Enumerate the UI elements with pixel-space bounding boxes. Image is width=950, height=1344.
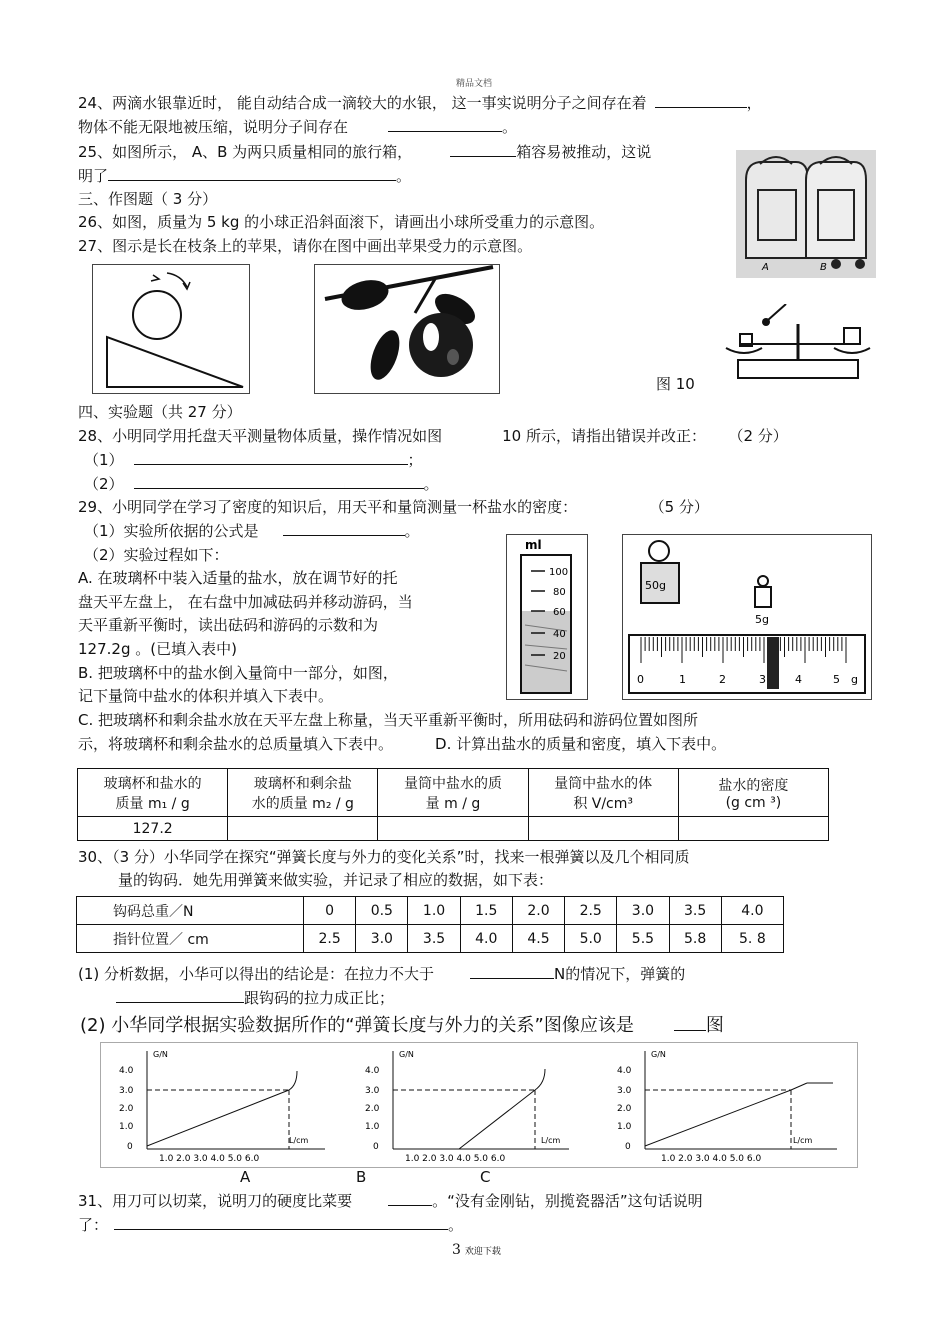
spring-force: 3.5 (669, 897, 721, 925)
q29-a4: 127.2g 。(已填入表中) (78, 640, 237, 658)
cylinder-tick-80: 80 (553, 587, 566, 598)
cylinder-tick-100: 100 (549, 567, 569, 578)
suitcase-figure (736, 150, 876, 278)
svg-text:0: 0 (127, 1142, 133, 1152)
svg-text:2.0: 2.0 (119, 1104, 134, 1114)
spring-row2-label: 指针位置／ cm (77, 925, 304, 953)
svg-text:3.0: 3.0 (617, 1086, 632, 1096)
suitcase-label-b: B (820, 262, 827, 273)
svg-text:4.0: 4.0 (365, 1066, 380, 1076)
svg-text:0: 0 (625, 1142, 631, 1152)
svg-text:L/cm: L/cm (541, 1136, 561, 1145)
q24-line2: 物体不能无限地被压缩，说明分子间存在 。 (78, 118, 518, 136)
svg-text:3.0: 3.0 (119, 1086, 134, 1096)
apple-branch-figure (314, 264, 500, 394)
q29-c1: C. 把玻璃杯和剩余盐水放在天平左盘上称量，当天平重新平衡时，所用砝码和游码位置如图所 (78, 711, 699, 729)
page-number: 3 (452, 1242, 461, 1258)
fig10-label: 图 10 (656, 375, 695, 393)
spring-position: 5.5 (617, 925, 669, 953)
q27-text: 27、图示是长在枝条上的苹果，请你在图中画出苹果受力的示意图。 (78, 237, 533, 255)
spring-force: 4.0 (721, 897, 783, 925)
q30-s1-line2: 跟钩码的拉力成正比； (116, 988, 394, 1008)
density-cell-m[interactable] (378, 817, 528, 841)
q29-text: 29、小明同学在学习了密度的知识后，用天平和量筒测量一杯盐水的密度： （5 分） (78, 498, 709, 516)
cylinder-unit: ml (525, 538, 542, 552)
cylinder-tick-60: 60 (553, 607, 566, 618)
scale-unit: g (851, 673, 858, 686)
cylinder-tick-40: 40 (553, 629, 566, 640)
graph-label-a: A (240, 1168, 251, 1186)
graph-label-c: C (480, 1168, 491, 1186)
graph-a (119, 1050, 325, 1164)
spring-position: 5. 8 (721, 925, 783, 953)
graph-b (365, 1050, 569, 1164)
q29-sub2: （2）实验过程如下： (84, 546, 229, 564)
q24-line1: 24、两滴水银靠近时， 能自动结合成一滴较大的水银， 这一事实说明分子之间存在着 ， (78, 94, 762, 112)
density-col-4: 量筒中盐水的体 积 V/cm³ (528, 769, 678, 817)
spring-force: 0.5 (356, 897, 408, 925)
q30-text2: 量的钩码．她先用弹簧来做实验，并记录了相应的数据，如下表： (118, 871, 554, 889)
q26-text: 26、如图，质量为 5 kg 的小球正沿斜面滚下，请画出小球所受重力的示意图。 (78, 213, 605, 231)
spring-force: 2.0 (512, 897, 564, 925)
q30-s1-line1: (1) 分析数据，小华可以得出的结论是：在拉力不大于 N的情况下，弹簧的 (78, 965, 686, 983)
spring-force: 1.5 (460, 897, 512, 925)
spring-position: 5.8 (669, 925, 721, 953)
svg-text:1.0: 1.0 (365, 1122, 380, 1132)
spring-position: 4.0 (460, 925, 512, 953)
q29-c2: 示，将玻璃杯和剩余盐水的总质量填入下表中。 D. 计算出盐水的质量和密度，填入下表中。 (78, 735, 727, 753)
incline-ball-figure (92, 264, 250, 394)
graph-c (617, 1050, 837, 1164)
density-table (77, 768, 829, 841)
svg-text:L/cm: L/cm (793, 1136, 813, 1145)
scale-5: 5 (833, 673, 840, 686)
spring-position: 3.5 (408, 925, 460, 953)
graduated-cylinder-figure (506, 534, 588, 700)
q31-line2: 了： 。 (78, 1216, 464, 1234)
q29-a1: A. 在玻璃杯中装入适量的盐水，放在调节好的托 (78, 569, 398, 587)
q29-b1: B. 把玻璃杯中的盐水倒入量筒中一部分，如图， (78, 664, 398, 682)
spring-row1-label: 钩码总重／N (77, 897, 304, 925)
svg-text:1.0 2.0 3.0 4.0 5.0 6.0: 1.0 2.0 3.0 4.0 5.0 6.0 (159, 1154, 260, 1164)
spring-position: 3.0 (356, 925, 408, 953)
weight-5g: 5g (755, 613, 769, 626)
svg-text:2.0: 2.0 (365, 1104, 380, 1114)
spring-force: 1.0 (408, 897, 460, 925)
svg-text:2.0: 2.0 (617, 1104, 632, 1114)
spring-force: 3.0 (617, 897, 669, 925)
density-col-5: 盐水的密度 (g cm ³) (678, 769, 828, 817)
q29-b2: 记下量筒中盐水的体积并填入下表中。 (78, 687, 334, 705)
svg-text:G/N: G/N (399, 1050, 414, 1059)
weights-scale-figure (622, 534, 872, 700)
spring-position: 4.5 (512, 925, 564, 953)
section-4-title: 四、实验题（共 27 分） (78, 403, 242, 421)
q30-s2: (2) 小华同学根据实验数据所作的“弹簧长度与外力的关系”图像应该是 图 (80, 1012, 724, 1038)
q29-a2: 盘天平左盘上， 在右盘中加减砝码并移动游码，当 (78, 593, 413, 611)
svg-text:0: 0 (373, 1142, 379, 1152)
density-col-2: 玻璃杯和剩余盐 水的质量 m₂ / g (228, 769, 378, 817)
q28-text: 28、小明同学用托盘天平测量物体质量，操作情况如图 10 所示，请指出错误并改正： （2 分） (78, 427, 788, 445)
svg-text:G/N: G/N (651, 1050, 666, 1059)
spring-position: 2.5 (304, 925, 356, 953)
q29-a3: 天平重新平衡时，读出砝码和游码的示数和为 (78, 616, 379, 634)
q31-line1: 31、用刀可以切菜，说明刀的硬度比菜要 。“没有金刚钻，别揽瓷器活”这句话说明 (78, 1192, 703, 1210)
q28-item2: （2） 。 (84, 475, 439, 493)
footer-text: 欢迎下载 (464, 1247, 501, 1257)
q25-line1: 25、如图所示， A、B 为两只质量相同的旅行箱， 箱容易被推动，这说 (78, 143, 652, 161)
svg-text:4.0: 4.0 (617, 1066, 632, 1076)
scale-3: 3 (759, 673, 766, 686)
q25-line2: 明了 。 (78, 167, 412, 185)
density-cell-rho[interactable] (678, 817, 828, 841)
scale-2: 2 (719, 673, 726, 686)
q30-text1: 30、（3 分）小华同学在探究“弹簧长度与外力的变化关系”时，找来一根弹簧以及几个相同质 (78, 848, 690, 866)
balance-figure (720, 304, 876, 384)
svg-text:3.0: 3.0 (365, 1086, 380, 1096)
density-cell-m2[interactable] (228, 817, 378, 841)
suitcase-label-a: A (762, 262, 769, 273)
density-col-1: 玻璃杯和盐水的 质量 m₁ / g (78, 769, 228, 817)
footer (452, 1240, 501, 1262)
spring-force: 0 (304, 897, 356, 925)
svg-text:1.0 2.0 3.0 4.0 5.0 6.0: 1.0 2.0 3.0 4.0 5.0 6.0 (661, 1154, 762, 1164)
header-top: 精品文档 (456, 79, 493, 89)
weight-50g: 50g (645, 579, 666, 592)
svg-text:1.0: 1.0 (617, 1122, 632, 1132)
spring-position: 5.0 (565, 925, 617, 953)
svg-text:4.0: 4.0 (119, 1066, 134, 1076)
density-cell-v[interactable] (528, 817, 678, 841)
cylinder-tick-20: 20 (553, 651, 566, 662)
density-col-3: 量筒中盐水的质 量 m / g (378, 769, 528, 817)
q29-sub1: （1）实验所依据的公式是 。 (84, 522, 420, 540)
svg-text:L/cm: L/cm (289, 1136, 309, 1145)
graphs-strip (100, 1042, 858, 1168)
spring-table (76, 896, 784, 953)
scale-0: 0 (637, 673, 644, 686)
section-3-title: 三、作图题（ 3 分） (78, 190, 218, 208)
svg-text:G/N: G/N (153, 1050, 168, 1059)
svg-text:1.0 2.0 3.0 4.0 5.0 6.0: 1.0 2.0 3.0 4.0 5.0 6.0 (405, 1154, 506, 1164)
density-cell-m1: 127.2 (78, 817, 228, 841)
q28-item1: （1） ； (84, 451, 423, 469)
graph-label-b: B (356, 1168, 367, 1186)
spring-force: 2.5 (565, 897, 617, 925)
svg-text:1.0: 1.0 (119, 1122, 134, 1132)
scale-1: 1 (679, 673, 686, 686)
scale-4: 4 (795, 673, 802, 686)
